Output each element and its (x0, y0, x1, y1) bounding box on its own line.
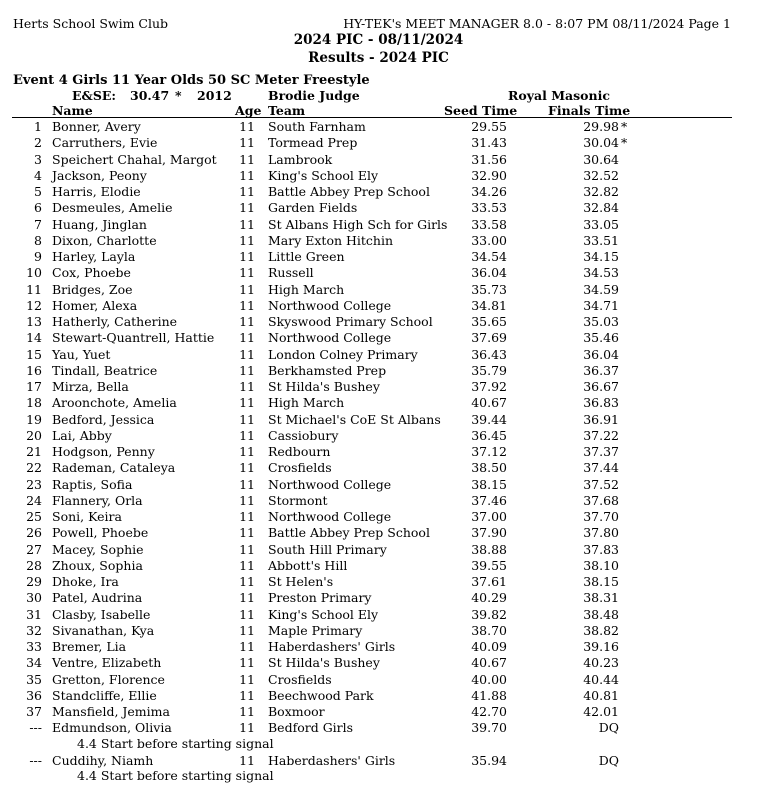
swimmer-name: Lai, Abby (52, 427, 112, 443)
swimmer-team: Cassiobury (268, 427, 339, 443)
finals-time: 42.01 (583, 704, 619, 719)
seed-time: 37.46 (471, 492, 507, 508)
swimmer-name: Bedford, Jessica (52, 411, 155, 427)
result-row (0, 477, 757, 493)
result-row (0, 623, 757, 639)
swimmer-name: Rademan, Cataleya (52, 460, 176, 476)
result-place: 33 (26, 639, 42, 654)
result-row (0, 590, 757, 606)
result-row (0, 704, 757, 720)
seed-time: 33.53 (471, 200, 507, 216)
finals-time: 34.71 (583, 297, 619, 313)
swimmer-name: Yau, Yuet (52, 346, 111, 362)
record-holder: Brodie Judge (268, 88, 360, 103)
swimmer-name: Dhoke, Ira (52, 574, 119, 589)
swimmer-team: Garden Fields (268, 200, 358, 216)
result-row (0, 428, 757, 444)
result-row (0, 753, 757, 769)
result-place: 34 (26, 655, 42, 671)
swimmer-name: Stewart-Quantrell, Hattie (52, 330, 215, 346)
seed-time: 37.61 (471, 574, 507, 589)
swimmer-age: 11 (239, 720, 255, 736)
swimmer-name: Desmeules, Amelie (52, 200, 173, 216)
swimmer-team: High March (268, 395, 345, 411)
swimmer-age: 11 (239, 297, 255, 313)
seed-time: 40.00 (471, 671, 507, 687)
result-row (0, 688, 757, 704)
swimmer-team: Boxmoor (268, 704, 325, 719)
swimmer-team: Mary Exton Hitchin (268, 232, 394, 248)
finals-time: DQ (598, 720, 619, 736)
swimmer-name: Huang, Jinglan (52, 216, 147, 232)
seed-time: 32.90 (471, 167, 507, 183)
finals-time: 37.68 (583, 492, 619, 508)
swimmer-age: 11 (239, 460, 255, 476)
seed-time: 40.29 (471, 590, 507, 606)
seed-time: 40.09 (471, 639, 507, 654)
finals-time: 38.31 (583, 590, 619, 606)
seed-time: 35.73 (471, 281, 507, 297)
swimmer-age: 11 (239, 509, 255, 524)
result-row (0, 282, 757, 298)
finals-time: 37.52 (583, 476, 619, 492)
result-row (0, 525, 757, 541)
header-divider (12, 117, 732, 118)
result-row (0, 672, 757, 688)
swimmer-age: 11 (239, 346, 255, 362)
swimmer-name: Sivanathan, Kya (52, 622, 155, 638)
seed-time: 29.55 (471, 119, 507, 134)
finals-time: 34.53 (583, 265, 619, 281)
club-name: Herts School Swim Club (13, 16, 169, 31)
swimmer-name: Edmundson, Olivia (52, 720, 172, 736)
swimmer-team: St Hilda's Bushey (268, 655, 380, 671)
finals-time: 29.98 (583, 119, 619, 134)
swimmer-age: 11 (239, 216, 255, 232)
result-row (0, 509, 757, 525)
swimmer-team: Berkhamsted Prep (268, 362, 387, 378)
seed-time: 35.94 (471, 752, 507, 768)
swimmer-age: 11 (239, 704, 255, 719)
finals-time: 37.44 (583, 460, 619, 476)
swimmer-age: 11 (239, 492, 255, 508)
seed-time: 35.79 (471, 362, 507, 378)
result-row (0, 200, 757, 216)
result-place: 1 (34, 119, 42, 134)
swimmer-name: Speichert Chahal, Margot (52, 151, 217, 167)
seed-time: 31.56 (471, 151, 507, 167)
result-row (0, 347, 757, 363)
swimmer-team: St Albans High Sch for Girls (268, 216, 448, 232)
results-title: Results - 2024 PIC (308, 50, 449, 66)
seed-time: 31.43 (471, 135, 507, 151)
swimmer-name: Bonner, Avery (52, 119, 141, 134)
finals-time: 34.15 (583, 249, 619, 264)
swimmer-team: Battle Abbey Prep School (268, 184, 430, 199)
swimmer-age: 11 (239, 557, 255, 573)
swimmer-age: 11 (239, 281, 255, 297)
event-title: Event 4 Girls 11 Year Olds 50 SC Meter Freestyle (13, 73, 370, 88)
swimmer-team: Stormont (268, 492, 328, 508)
record-time: 30.47 (130, 88, 170, 103)
swimmer-team: Haberdashers' Girls (268, 639, 396, 654)
result-row (0, 395, 757, 411)
seed-time: 37.92 (471, 379, 507, 394)
dq-reason: 4.4 Start before starting signal (77, 768, 274, 783)
finals-time: 36.91 (583, 411, 619, 427)
swimmer-team: Northwood College (268, 297, 392, 313)
finals-time: 36.04 (583, 346, 619, 362)
software-page-info: HY-TEK's MEET MANAGER 8.0 - 8:07 PM 08/11/2024 Page 1 (343, 16, 731, 31)
seed-time: 37.69 (471, 330, 507, 346)
seed-time: 37.12 (471, 444, 507, 459)
finals-time: 38.48 (583, 606, 619, 622)
swimmer-name: Ventre, Elizabeth (52, 655, 162, 671)
result-row (0, 217, 757, 233)
swimmer-team: Abbott's Hill (268, 557, 348, 573)
result-place: 30 (26, 590, 42, 606)
swimmer-age: 11 (239, 687, 255, 703)
finals-time: 35.03 (583, 314, 619, 329)
swimmer-team: Lambrook (268, 151, 333, 167)
swimmer-team: Redbourn (268, 444, 331, 459)
result-place: 6 (34, 200, 42, 216)
swimmer-team: Preston Primary (268, 590, 372, 606)
swimmer-team: South Farnham (268, 119, 366, 134)
swimmer-team: South Hill Primary (268, 541, 387, 557)
swimmer-age: 11 (239, 590, 255, 606)
finals-time: 40.23 (583, 655, 619, 671)
column-header-team: Team (268, 103, 306, 118)
seed-time: 36.04 (471, 265, 507, 281)
result-place: 14 (26, 330, 42, 346)
swimmer-age: 11 (239, 671, 255, 687)
result-row (0, 184, 757, 200)
seed-time: 40.67 (471, 395, 507, 411)
result-row (0, 314, 757, 330)
record-year: 2012 (197, 88, 232, 103)
swimmer-age: 11 (239, 476, 255, 492)
swimmer-name: Powell, Phoebe (52, 525, 149, 541)
column-header-finals-time: Finals Time (548, 103, 631, 118)
seed-time: 33.00 (471, 232, 507, 248)
result-place: 31 (26, 606, 42, 622)
result-place: 26 (26, 525, 42, 541)
swimmer-age: 11 (239, 379, 255, 394)
swimmer-age: 11 (239, 622, 255, 638)
swimmer-name: Mansfield, Jemima (52, 704, 170, 719)
finals-time: 39.16 (583, 639, 619, 654)
swimmer-age: 11 (239, 752, 255, 768)
seed-time: 40.67 (471, 655, 507, 671)
finals-time: 37.80 (583, 525, 619, 541)
seed-time: 38.50 (471, 460, 507, 476)
result-row (0, 168, 757, 184)
result-place: 29 (26, 574, 42, 589)
result-place: 11 (26, 281, 42, 297)
result-place: 3 (34, 151, 42, 167)
swimmer-name: Hodgson, Penny (52, 444, 155, 459)
swimmer-team: Crosfields (268, 671, 332, 687)
seed-time: 37.90 (471, 525, 507, 541)
swimmer-team: Skyswood Primary School (268, 314, 433, 329)
swimmer-age: 11 (239, 574, 255, 589)
swimmer-age: 11 (239, 151, 255, 167)
swimmer-team: Haberdashers' Girls (268, 752, 396, 768)
swimmer-team: London Colney Primary (268, 346, 418, 362)
finals-time: 33.05 (583, 216, 619, 232)
seed-time: 38.88 (471, 541, 507, 557)
swimmer-age: 11 (239, 362, 255, 378)
record-star: * (175, 88, 182, 103)
result-place: 20 (26, 427, 42, 443)
result-place: 19 (26, 411, 42, 427)
swimmer-name: Gretton, Florence (52, 671, 165, 687)
swimmer-team: St Helen's (268, 574, 334, 589)
swimmer-team: Northwood College (268, 509, 392, 524)
swimmer-age: 11 (239, 541, 255, 557)
result-place: --- (29, 720, 42, 736)
swimmer-name: Tindall, Beatrice (52, 362, 158, 378)
finals-time: 37.70 (583, 509, 619, 524)
finals-time: 30.64 (583, 151, 619, 167)
seed-time: 38.15 (471, 476, 507, 492)
result-row (0, 265, 757, 281)
finals-time: 38.82 (583, 622, 619, 638)
swimmer-team: St Michael's CoE St Albans (268, 411, 441, 427)
swimmer-name: Cox, Phoebe (52, 265, 131, 281)
finals-time: 37.83 (583, 541, 619, 557)
swimmer-age: 11 (239, 395, 255, 411)
swimmer-age: 11 (239, 314, 255, 329)
seed-time: 34.54 (471, 249, 507, 264)
result-place: 32 (26, 622, 42, 638)
swimmer-name: Macey, Sophie (52, 541, 144, 557)
swimmer-name: Clasby, Isabelle (52, 606, 151, 622)
swimmer-age: 11 (239, 330, 255, 346)
result-row (0, 639, 757, 655)
record-flag: * (621, 135, 628, 151)
seed-time: 36.43 (471, 346, 507, 362)
finals-time: 32.82 (583, 184, 619, 199)
seed-time: 37.00 (471, 509, 507, 524)
swimmer-age: 11 (239, 135, 255, 151)
result-place: 25 (26, 509, 42, 524)
swimmer-name: Dixon, Charlotte (52, 232, 157, 248)
result-place: 5 (34, 184, 42, 199)
result-place: 7 (34, 216, 42, 232)
result-place: 8 (34, 232, 42, 248)
swimmer-name: Mirza, Bella (52, 379, 129, 394)
record-label: E&SE: (72, 88, 116, 103)
result-row (0, 152, 757, 168)
swimmer-team: Tormead Prep (268, 135, 358, 151)
swimmer-team: Little Green (268, 249, 345, 264)
result-row (0, 574, 757, 590)
swimmer-name: Patel, Audrina (52, 590, 143, 606)
seed-time: 39.44 (471, 411, 507, 427)
finals-time: 36.67 (583, 379, 619, 394)
swimmer-age: 11 (239, 184, 255, 199)
swimmer-team: Maple Primary (268, 622, 363, 638)
swimmer-name: Hatherly, Catherine (52, 314, 178, 329)
seed-time: 41.88 (471, 687, 507, 703)
swimmer-name: Zhoux, Sophia (52, 557, 143, 573)
result-place: --- (29, 752, 42, 768)
swimmer-age: 11 (239, 411, 255, 427)
swimmer-team: King's School Ely (268, 167, 379, 183)
swimmer-name: Harley, Layla (52, 249, 136, 264)
swimmer-team: Bedford Girls (268, 720, 354, 736)
seed-time: 35.65 (471, 314, 507, 329)
finals-time: 34.59 (583, 281, 619, 297)
swimmer-team: Battle Abbey Prep School (268, 525, 430, 541)
seed-time: 34.26 (471, 184, 507, 199)
result-place: 13 (26, 314, 42, 329)
result-place: 17 (26, 379, 42, 394)
swimmer-age: 11 (239, 655, 255, 671)
swimmer-age: 11 (239, 265, 255, 281)
swimmer-age: 11 (239, 119, 255, 134)
seed-time: 36.45 (471, 427, 507, 443)
result-row (0, 444, 757, 460)
result-place: 23 (26, 476, 42, 492)
finals-time: 32.84 (583, 200, 619, 216)
swimmer-name: Harris, Elodie (52, 184, 141, 199)
swimmer-age: 11 (239, 606, 255, 622)
swimmer-age: 11 (239, 167, 255, 183)
result-row (0, 558, 757, 574)
finals-time: 36.83 (583, 395, 619, 411)
result-place: 9 (34, 249, 42, 264)
result-row (0, 233, 757, 249)
result-place: 37 (26, 704, 42, 719)
swimmer-team: St Hilda's Bushey (268, 379, 380, 394)
meet-title: 2024 PIC - 08/11/2024 (293, 32, 464, 48)
swimmer-team: Crosfields (268, 460, 332, 476)
finals-time: 40.81 (583, 687, 619, 703)
dq-note-row (0, 736, 757, 752)
swimmer-name: Raptis, Sofia (52, 476, 133, 492)
result-row (0, 493, 757, 509)
seed-time: 34.81 (471, 297, 507, 313)
finals-time: 30.04 (583, 135, 619, 151)
result-row (0, 412, 757, 428)
swimmer-name: Jackson, Peony (52, 167, 147, 183)
result-place: 27 (26, 541, 42, 557)
result-row (0, 655, 757, 671)
swimmer-age: 11 (239, 232, 255, 248)
result-row (0, 379, 757, 395)
swimmer-age: 11 (239, 639, 255, 654)
finals-time: 35.46 (583, 330, 619, 346)
result-row (0, 542, 757, 558)
swimmer-team: Northwood College (268, 476, 392, 492)
swimmer-name: Standcliffe, Ellie (52, 687, 157, 703)
result-place: 36 (26, 687, 42, 703)
seed-time: 42.70 (471, 704, 507, 719)
swimmer-name: Soni, Keira (52, 509, 122, 524)
swimmer-age: 11 (239, 200, 255, 216)
swimmer-team: King's School Ely (268, 606, 379, 622)
seed-time: 39.55 (471, 557, 507, 573)
finals-time: 36.37 (583, 362, 619, 378)
result-place: 15 (26, 346, 42, 362)
result-place: 12 (26, 297, 42, 313)
result-row (0, 607, 757, 623)
swimmer-age: 11 (239, 444, 255, 459)
result-place: 22 (26, 460, 42, 476)
result-row (0, 298, 757, 314)
seed-time: 39.70 (471, 720, 507, 736)
result-place: 2 (34, 135, 42, 151)
finals-time: 33.51 (583, 232, 619, 248)
finals-time: 37.37 (583, 444, 619, 459)
seed-time: 38.70 (471, 622, 507, 638)
result-row (0, 249, 757, 265)
dq-reason: 4.4 Start before starting signal (77, 735, 274, 751)
result-row (0, 330, 757, 346)
finals-time: DQ (598, 752, 619, 768)
seed-time: 33.58 (471, 216, 507, 232)
result-place: 28 (26, 557, 42, 573)
swimmer-name: Homer, Alexa (52, 297, 138, 313)
swimmer-name: Bremer, Lia (52, 639, 127, 654)
swimmer-name: Bridges, Zoe (52, 281, 133, 297)
result-row (0, 363, 757, 379)
result-row (0, 119, 757, 135)
swimmer-team: Northwood College (268, 330, 392, 346)
column-header-seed-time: Seed Time (444, 103, 518, 118)
finals-time: 38.10 (583, 557, 619, 573)
result-place: 10 (26, 265, 42, 281)
record-flag: * (621, 119, 628, 134)
record-team: Royal Masonic (508, 88, 610, 103)
result-row (0, 135, 757, 151)
result-place: 24 (26, 492, 42, 508)
swimmer-age: 11 (239, 427, 255, 443)
result-place: 21 (26, 444, 42, 459)
result-row (0, 460, 757, 476)
swimmer-name: Aroonchote, Amelia (52, 395, 177, 411)
result-place: 35 (26, 671, 42, 687)
result-place: 16 (26, 362, 42, 378)
swimmer-name: Carruthers, Evie (52, 135, 158, 151)
swimmer-age: 11 (239, 525, 255, 541)
dq-note-row (0, 768, 757, 784)
finals-time: 32.52 (583, 167, 619, 183)
swimmer-name: Cuddihy, Niamh (52, 752, 154, 768)
finals-time: 38.15 (583, 574, 619, 589)
swimmer-team: Beechwood Park (268, 687, 374, 703)
swimmer-team: Russell (268, 265, 314, 281)
swimmer-name: Flannery, Orla (52, 492, 143, 508)
finals-time: 40.44 (583, 671, 619, 687)
swimmer-age: 11 (239, 249, 255, 264)
finals-time: 37.22 (583, 427, 619, 443)
result-place: 4 (34, 167, 42, 183)
result-row (0, 720, 757, 736)
swimmer-team: High March (268, 281, 345, 297)
column-header-name: Name (52, 103, 93, 118)
column-header-age: Age (235, 103, 262, 118)
seed-time: 39.82 (471, 606, 507, 622)
result-place: 18 (26, 395, 42, 411)
